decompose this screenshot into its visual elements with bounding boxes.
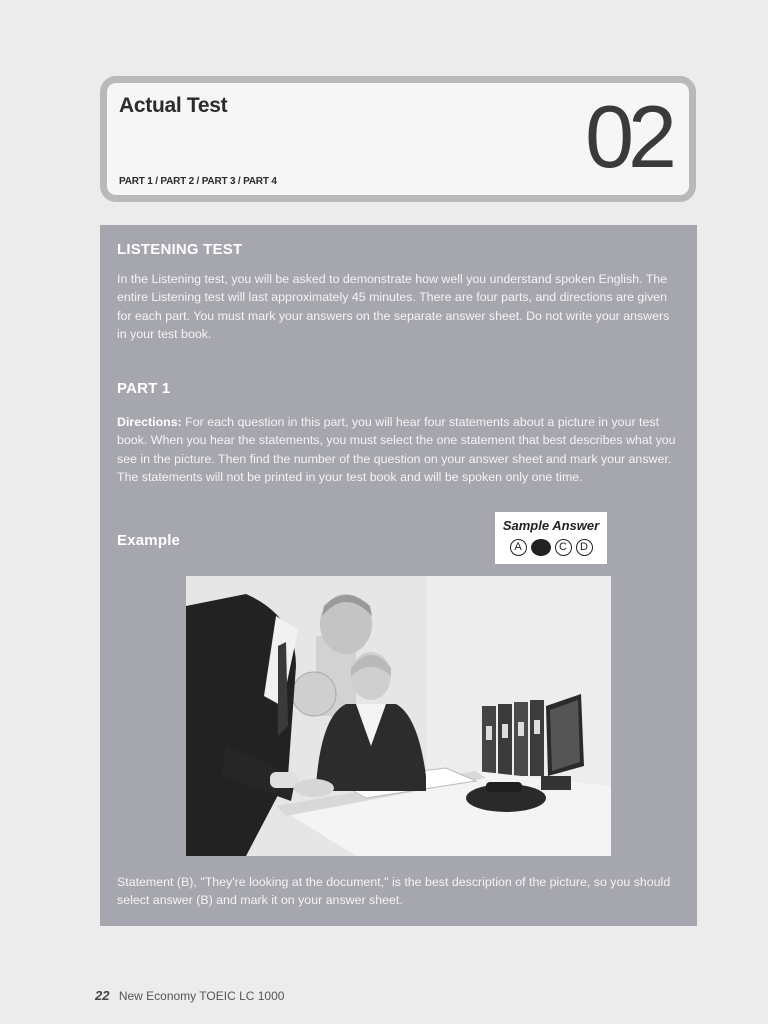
listening-test-section xyxy=(100,225,697,926)
test-header-card xyxy=(100,76,696,202)
sample-answer-box xyxy=(495,512,607,564)
sample-answer-title: Sample Answer xyxy=(502,518,600,533)
directions-label: Directions: xyxy=(117,415,182,429)
test-parts-list: PART 1 / PART 2 / PART 3 / PART 4 xyxy=(119,176,277,187)
part1-heading: PART 1 xyxy=(117,380,171,397)
test-number: 02 xyxy=(585,87,671,186)
test-title: Actual Test xyxy=(119,94,228,117)
option-a-bubble: A xyxy=(510,539,527,556)
listening-intro: In the Listening test, you will be asked to demonstrate how well you understand spoken English. The entire Listening test will last approximately 45 minutes. There are four parts, and directions are given for each part. You must mark your answers on the separate answer sheet. Do not write your answers in your test book. xyxy=(117,272,670,342)
directions-text: For each question in this part, you will hear four statements about a picture in your test book. When you hear the statements, you must select the one statement that best describes what you see in the picture. Then find the number of the question on your answer sheet and mark your answer. The statements will not be printed in your test book and will be spoken only one time. xyxy=(117,415,676,485)
option-d-bubble: D xyxy=(576,539,593,556)
office-scene-illustration xyxy=(186,576,611,856)
option-c-bubble: C xyxy=(555,539,572,556)
example-photo xyxy=(186,576,611,856)
option-b-bubble-filled xyxy=(531,539,551,556)
book-title: New Economy TOEIC LC 1000 xyxy=(118,989,285,1003)
part1-directions xyxy=(117,413,679,487)
sample-answer-options xyxy=(495,539,607,556)
page-footer xyxy=(95,988,284,1003)
example-label: Example xyxy=(117,532,181,549)
page-number: 22 xyxy=(95,988,110,1003)
listening-heading: LISTENING TEST xyxy=(117,241,243,258)
example-explanation: Statement (B), "They're looking at the document," is the best description of the picture, so you should select answer (B) and mark it on your answer sheet. xyxy=(117,875,671,908)
